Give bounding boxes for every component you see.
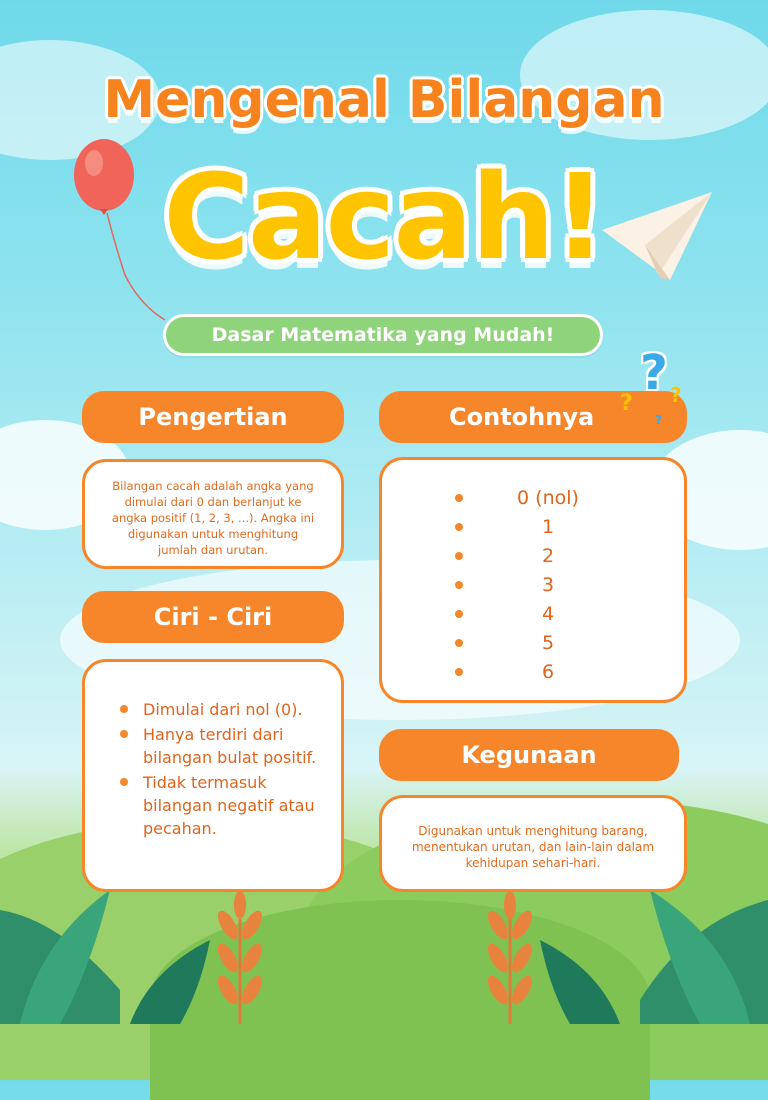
leaves-right-decoration: [440, 880, 768, 1024]
heading-pengertian: Pengertian: [82, 391, 344, 443]
leaves-left-decoration: [0, 880, 300, 1024]
heading-kegunaan: Kegunaan: [379, 729, 679, 781]
list-item: 1: [382, 513, 684, 542]
list-item: Hanya terdiri dari bilangan bulat positif.: [117, 723, 323, 769]
card-pengertian: [82, 459, 344, 569]
heading-ciri-ciri: Ciri - Ciri: [82, 591, 344, 643]
list-item: 5: [382, 629, 684, 658]
list-item: 3: [382, 571, 684, 600]
question-mark-icon: ?: [655, 413, 662, 427]
list-item: 0 (nol): [382, 484, 684, 513]
list-item: 6: [382, 658, 684, 687]
question-mark-icon: ?: [670, 383, 682, 407]
kegunaan-text: Digunakan untuk menghitung barang, menentukan urutan, dan lain-lain dalam kehidupan sehari-hari.: [411, 824, 655, 870]
contohnya-list: [382, 484, 684, 687]
list-item: Tidak termasuk bilangan negatif atau pecahan.: [117, 771, 323, 840]
card-contohnya: [379, 457, 687, 703]
question-marks-decoration: [620, 345, 700, 435]
pengertian-text: Bilangan cacah adalah angka yang dimulai dari 0 dan berlanjut ke angka positif (1, 2, 3, ...). Angka ini digunakan untuk menghitung jumlah dan urutan.: [111, 479, 315, 557]
list-item: 4: [382, 600, 684, 629]
title-top: Mengenal Bilangan: [103, 70, 665, 130]
card-ciri-ciri: [82, 659, 344, 892]
subtitle-badge: Dasar Matematika yang Mudah!: [163, 314, 603, 356]
ciri-list: [117, 698, 323, 840]
page-title: Cacah!: [163, 148, 605, 286]
list-item: Dimulai dari nol (0).: [117, 698, 323, 721]
list-item: 2: [382, 542, 684, 571]
contohnya-label: Contohnya: [449, 403, 595, 431]
question-mark-icon: ?: [620, 391, 633, 416]
card-kegunaan: [379, 795, 687, 892]
question-mark-icon: ?: [640, 345, 668, 401]
